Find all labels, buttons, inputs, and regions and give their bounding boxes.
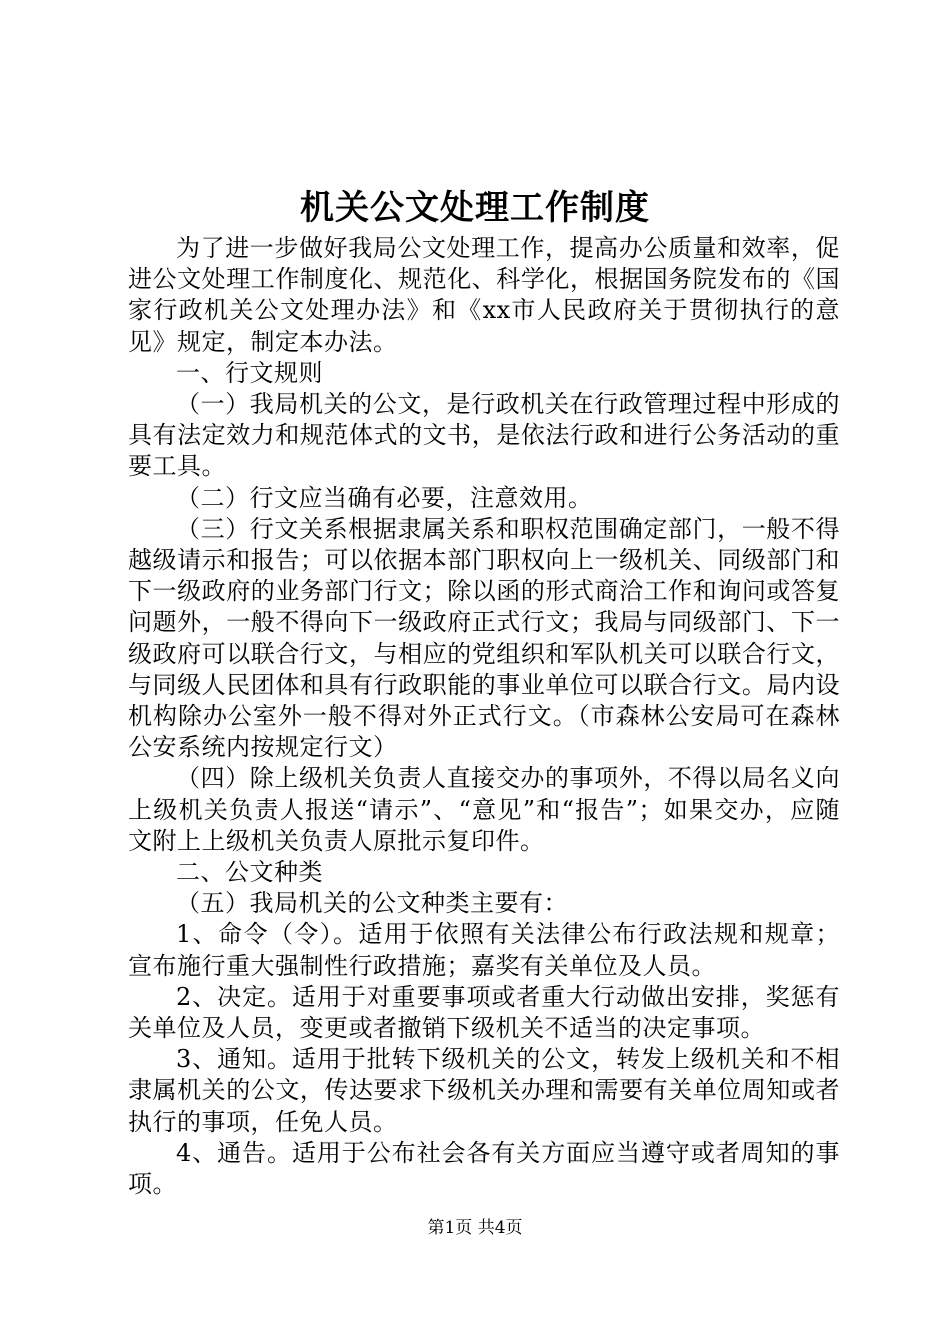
paragraph-type-2: 2、决定。适用于对重要事项或者重大行动做出安排，奖惩有关单位及人员，变更或者撤销下级机关不适当的决定事项。 (128, 982, 840, 1043)
page-footer: 第1页 共4页 (427, 1218, 523, 1238)
paragraph-item-4: （四）除上级机关负责人直接交办的事项外，不得以局名义向上级机关负责人报送“请示”、“意见”和“报告”；如果交办，应随文附上上级机关负责人原批示复印件。 (128, 764, 840, 855)
paragraph-item-1: （一）我局机关的公文，是行政机关在行政管理过程中形成的具有法定效力和规范体式的文书，是依法行政和进行公务活动的重要工具。 (128, 390, 840, 481)
document-body (128, 233, 840, 1200)
paragraph-item-2: （二）行文应当确有必要，注意效用。 (176, 483, 593, 512)
paragraph-type-3: 3、通知。适用于批转下级机关的公文，转发上级机关和不相隶属机关的公文，传达要求下级机关办理和需要有关单位周知或者执行的事项，任免人员。 (128, 1045, 840, 1136)
section-heading-1: 一、行文规则 (176, 358, 323, 387)
document-title: 机关公文处理工作制度 (300, 188, 650, 228)
paragraph-item-3: （三）行文关系根据隶属关系和职权范围确定部门，一般不得越级请示和报告；可以依据本部门职权向上一级机关、同级部门和下一级政府的业务部门行文；除以函的形式商洽工作和询问或答复问题外，一般不得向下一级政府正式行文；我局与同级部门、下一级政府可以联合行文，与相应的党组织和军队机关可以联合行文，与同级人民团体和具有行政职能的事业单位可以联合行文。局内设机构除办公室外一般不得对外正式行文。（市森林公安局可在森林公安系统内按规定行文） (128, 514, 840, 762)
paragraph-intro: 为了进一步做好我局公文处理工作，提高办公质量和效率，促进公文处理工作制度化、规范化、科学化，根据国务院发布的《国家行政机关公文处理办法》和《xx市人民政府关于贯彻执行的意见》规定，制定本办法。 (128, 234, 840, 356)
paragraph-type-4: 4、通告。适用于公布社会各有关方面应当遵守或者周知的事项。 (128, 1138, 840, 1199)
section-heading-2: 二、公文种类 (176, 858, 323, 887)
paragraph-item-5: （五）我局机关的公文种类主要有： (176, 889, 568, 918)
paragraph-type-1: 1、命令（令）。适用于依照有关法律公布行政法规和规章；宣布施行重大强制性行政措施；嘉奖有关单位及人员。 (128, 920, 840, 980)
